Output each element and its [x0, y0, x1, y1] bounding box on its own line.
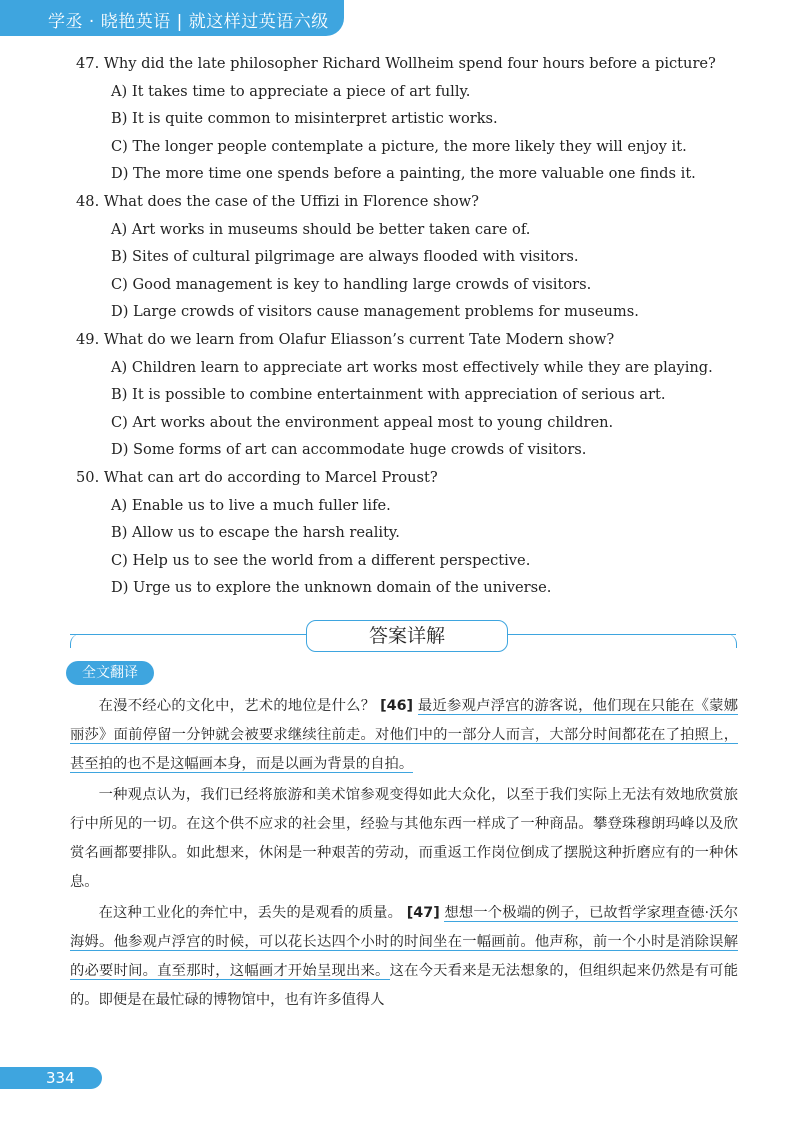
translation-badge: 全文翻译 [66, 661, 154, 685]
section-title: 答案详解 [306, 620, 508, 652]
question-number: 47. [76, 55, 100, 72]
question-list [76, 50, 766, 602]
book-title: 学丞 · 晓艳英语 | 就这样过英语六级 [48, 12, 329, 32]
option-c: C) The longer people contemplate a picture, the more likely they will enjoy it. [111, 137, 687, 155]
key-sentence: 最近参观卢浮宫的游客说，他们现在只能在《蒙娜丽莎》面前停留一分钟就会被要求继续往前走。对他们中的一部分人而言，大部分时间都花在了拍照上，甚至拍的也不是这幅画本身，而是以画为背景的自拍。 [70, 698, 739, 772]
option-b: B) Allow us to escape the harsh reality. [111, 524, 400, 542]
paragraph-text: 在漫不经心的文化中，艺术的地位是什么？ [98, 698, 376, 714]
option-c: C) Help us to see the world from a different perspective. [111, 551, 531, 569]
answer-tag: [46] [380, 698, 414, 714]
option-b: B) It is quite common to misinterpret artistic works. [111, 110, 498, 128]
section-divider-curve-right [726, 634, 737, 648]
option-a: A) Children learn to appreciate art works most effectively while they are playing. [111, 358, 713, 376]
question-number: 49. [76, 330, 100, 348]
question-number: 50. [76, 468, 100, 486]
option-c: C) Art works about the environment appeal most to young children. [111, 413, 614, 431]
option-d: D) The more time one spends before a painting, the more valuable one finds it. [111, 165, 696, 183]
question-50 [76, 464, 766, 602]
option-c: C) Good management is key to handling large crowds of visitors. [111, 275, 592, 293]
question-text: What do we learn from Olafur Eliasson’s current Tate Modern show? [103, 330, 615, 348]
question-text: What does the case of the Uffizi in Florence show? [103, 192, 479, 210]
option-b: B) Sites of cultural pilgrimage are always flooded with visitors. [111, 248, 579, 266]
paragraph-text: 在这种工业化的奔忙中，丢失的是观看的质量。 [98, 905, 403, 921]
section-divider-curve-left [70, 634, 81, 648]
key-sentence: 想想一个极端的例子，已故哲学家理查德·沃尔海姆。他参观卢浮宫的时候，可以花长达四个小时的时间坐在一幅画前。他声称，前一个小时是消除误解的必要时间。直至那时，这幅画才开始呈现出来。 [70, 905, 738, 979]
section-divider-right [504, 634, 736, 635]
question-48 [76, 188, 766, 326]
translation-paragraph [70, 692, 738, 779]
paragraph-text: 这在今天看来是无法想象的，但组织起来仍然是有可能的。即便是在最忙碌的博物馆中，也有许多值得人 [70, 963, 739, 1008]
option-a: A) It takes time to appreciate a piece of art fully. [111, 82, 471, 100]
option-a: A) Art works in museums should be better taken care of. [111, 220, 531, 238]
option-d: D) Large crowds of visitors cause management problems for museums. [111, 303, 639, 321]
option-b: B) It is possible to combine entertainment with appreciation of serious art. [111, 386, 666, 404]
question-text: What can art do according to Marcel Proust? [103, 468, 438, 486]
question-text: Why did the late philosopher Richard Wollheim spend four hours before a picture? [103, 55, 716, 72]
answer-tag: [47] [406, 905, 440, 921]
paragraph-text: 一种观点认为，我们已经将旅游和美术馆参观变得如此大众化，以至于我们实际上无法有效地欣赏旅行中所见的一切。在这个供不应求的社会里，经验与其他东西一样成了一种商品。攀登珠穆朗玛峰以及欣赏名画都要排队。如此想来，休闲是一种艰苦的劳动，而重返工作岗位倒成了摆脱这种折磨应有的一种休息。 [70, 787, 738, 890]
option-d: D) Some forms of art can accommodate huge crowds of visitors. [111, 441, 587, 459]
translation-paragraph [70, 899, 738, 1015]
page-number: 334 [46, 1069, 75, 1087]
question-number: 48. [76, 192, 100, 210]
question-49 [76, 326, 766, 464]
translation-body [70, 692, 738, 1017]
section-divider-left [70, 634, 308, 635]
question-47 [76, 50, 766, 188]
translation-paragraph [70, 781, 738, 897]
option-a: A) Enable us to live a much fuller life. [111, 496, 391, 514]
option-d: D) Urge us to explore the unknown domain of the universe. [111, 579, 552, 597]
